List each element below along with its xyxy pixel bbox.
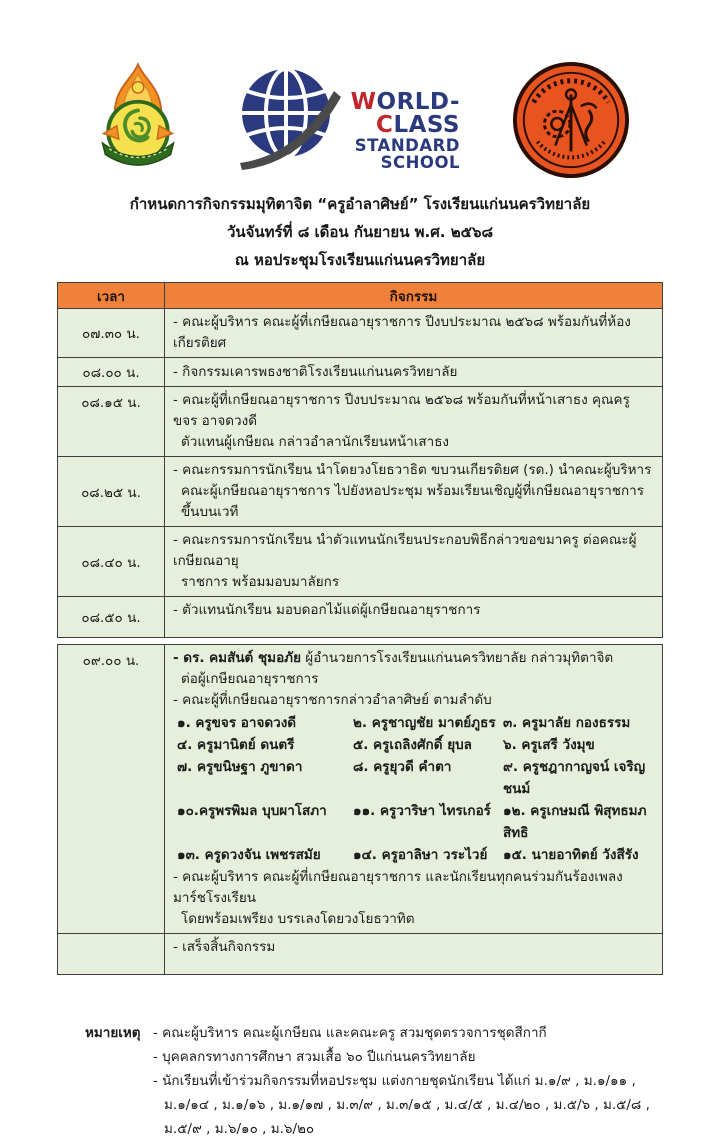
notes-items <box>153 1021 665 1141</box>
time-cell: ๐๘.๑๕ น. <box>58 387 165 457</box>
retiree-name: ๑. ครูขจร อาจดวงดี <box>177 715 297 731</box>
retiree-name-list <box>177 712 654 866</box>
header-time: เวลา <box>58 283 165 309</box>
retiree-name: ๑๑. ครูวาริษา ไทรเกอร์ <box>353 803 491 819</box>
activity-cell: - คณะผู้บริหาร คณะผู้ที่เกษียณอายุราชการ ปีงบประมาณ ๒๕๖๘ พร้อมกันที่ห้องเกียรติยศ <box>165 309 663 358</box>
retiree-name: ๖. ครูเสรี วังมุข <box>503 737 595 753</box>
world-class-standard-school-logo <box>238 65 460 175</box>
retiree-name: ๘. ครูยุวดี คำตา <box>353 759 452 775</box>
time-cell: ๐๘.๔๐ น. <box>58 527 165 597</box>
activity-cell: - คณะผู้ที่เกษียณอายุราชการ ปีงบประมาณ ๒๕๖๘ พร้อมกันที่หน้าเสาธง คุณครูขจร อาจดวงดี ตัวแทนผู้เกษียณ กล่าวอำลานักเรียนหน้าเสาธง <box>165 387 663 457</box>
activity-cell: - เสร็จสิ้นกิจกรรม <box>165 934 663 975</box>
table-row <box>58 527 663 597</box>
time-cell: ๐๘.๕๐ น. <box>58 597 165 638</box>
table-row <box>58 457 663 527</box>
document-title <box>0 190 720 274</box>
activity-cell: - คณะกรรมการนักเรียน นำตัวแทนนักเรียนประกอบพิธีกล่าวขอขมาครู ต่อคณะผู้เกษียณอายุ ราชการ พร้อมมอบมาลัยกร <box>165 527 663 597</box>
activity-cell: - คณะกรรมการนักเรียน นำโดยวงโยธวาธิต ขบวนเกียรติยศ (รด.) นำคณะผู้บริหาร คณะผู้เกษียณอายุราชการ ไปยังหอประชุม พร้อมเรียนเชิญผู้ที่เกษียณอายุราชการขึ้นบนเวที <box>165 457 663 527</box>
time-cell <box>58 934 165 975</box>
table-row <box>58 597 663 638</box>
retiree-name: ๑๓. ครูดวงจัน เพชรสมัย <box>177 847 321 863</box>
table-header-row <box>58 283 663 309</box>
schedule-table <box>57 282 663 638</box>
retiree-name: ๙. ครูชฎากาญจน์ เจริญชนม์ <box>503 759 646 797</box>
time-cell: ๐๙.๐๐ น. <box>58 645 165 934</box>
wcss-logo-text <box>298 91 460 172</box>
title-line-3: ณ หอประชุมโรงเรียนแก่นนครวิทยาลัย <box>234 251 486 269</box>
note-item: - บุคคลกรทางการศึกษา สวมเสื้อ ๖๐ ปีแก่นนครวิทยาลัย <box>153 1049 476 1065</box>
schedule-table-continued <box>57 644 663 975</box>
table-row-final <box>58 934 663 975</box>
school-seal-icon <box>512 61 630 179</box>
time-cell: ๐๗.๓๐ น. <box>58 309 165 358</box>
retiree-name: ๑๐.ครูพรพิมล บุบผาโสภา <box>177 803 327 819</box>
wcss-line1: WORLD-CLASS <box>350 89 460 139</box>
note-item: - คณะผู้บริหาร คณะผู้เกษียณ และคณะครู สวมชุดตรวจการชุดสีกากี <box>153 1025 547 1041</box>
table-row <box>58 309 663 358</box>
table-row <box>58 387 663 457</box>
retiree-name: ๑๒. ครูเกษมณี พิสุทธมภสิทธิ <box>503 803 647 841</box>
retiree-name: ๕. ครูเถลิงศักดิ์ ยุบล <box>353 737 472 753</box>
title-line-2: วันจันทร์ที่ ๘ เดือน กันยายน พ.ศ. ๒๕๖๘ <box>226 223 494 241</box>
notes-section <box>85 1021 720 1141</box>
activity-cell: - กิจกรรมเคารพธงชาติโรงเรียนแก่นนครวิทยาลัย <box>165 358 663 387</box>
retiree-name: ๗. ครูขนิษฐา ภูขาดา <box>177 759 303 775</box>
notes-label: หมายเหตุ <box>85 1025 141 1041</box>
retiree-name: ๒. ครูชาญชัย มาตย์ภูธร <box>353 715 496 731</box>
time-cell: ๐๘.๐๐ น. <box>58 358 165 387</box>
time-cell: ๐๘.๒๕ น. <box>58 457 165 527</box>
header-activity: กิจกรรม <box>165 283 663 309</box>
wcss-line2: STANDARD SCHOOL <box>354 135 460 172</box>
director-line: - ดร. คมสันต์ ชุมอภัย ผู้อำนวยการโรงเรียนแก่นนครวิทยาลัย กล่าวมุทิตาจิต <box>173 650 614 666</box>
retiree-name: ๔. ครูมานิตย์ ดนตรี <box>177 737 295 753</box>
logo-row <box>0 0 720 182</box>
obec-ministry-emblem-icon <box>90 62 186 178</box>
table-row-0900 <box>58 645 663 934</box>
retiree-name: ๑๕. นายอาทิตย์ วังสีรัง <box>503 847 639 863</box>
retiree-name: ๑๔. ครูอาลิษา วระไวย์ <box>353 847 488 863</box>
retiree-name: ๓. ครูมาลัย กองธรรม <box>503 715 631 731</box>
activity-cell: - ดร. คมสันต์ ชุมอภัย ผู้อำนวยการโรงเรียนแก่นนครวิทยาลัย กล่าวมุทิตาจิต ต่อผู้เกษียณอายุราชการ - คณะผู้ที่เกษียณอายุราชการกล่าวอำลาศิษย์ ตามลำดับ ๑. ครูขจร อาจดวงดี ๒. ครูชาญชัย มาตย์ภูธร ๓. ครูมาลัย กองธรรม ๔. ครูมานิตย์ ดนตรี ๕. ครูเถลิงศักดิ์ ยุบล ๖. ครูเสรี วังมุข ๗. ครูขนิษฐา ภูขาดา ๘. ครูยุวดี คำตา ๙. ครูชฎากาญจน์ เจริญชนม์ ๑๐.ครูพรพิมล บุบผาโสภา ๑๑. ครูวาริษา ไทรเกอร์ ๑๒. ครูเกษมณี พิสุทธมภสิทธิ ๑๓. ครูดวงจัน เพชรสมัย ๑๔. ครูอาลิษา วระไวย์ ๑๕. นายอาทิตย์ วังสีรัง - คณะผู้บริหาร คณะผู้ที่เกษียณอายุราชการ และนักเรียนทุกคนร่วมกันร้องเพลงมาร์ชโรงเรียน โดยพร้อมเพรียง บรรเลงโดยวงโยธวาทิต <box>165 645 663 934</box>
title-line-1: กำหนดการกิจกรรมมุทิตาจิต “ครูอำลาศิษย์” โรงเรียนแก่นนครวิทยาลัย <box>129 195 591 213</box>
activity-cell: - ตัวแทนนักเรียน มอบดอกไม้แด่ผู้เกษียณอายุราชการ <box>165 597 663 638</box>
table-row <box>58 358 663 387</box>
note-item: - นักเรียนที่เข้าร่วมกิจกรรมที่หอประชุม แต่งกายชุดนักเรียน ได้แก่ ม.๑/๙ , ม.๑/๑๑ , ม.๑/๑๔ , ม.๑/๑๖ , ม.๑/๑๗ , ม.๓/๙ , ม.๓/๑๕ , ม.๔/๕ , ม.๔/๒๐ , ม.๕/๖ , ม.๕/๘ , ม.๕/๙ , ม.๖/๑๐ , ม.๖/๒๐ <box>153 1073 650 1137</box>
